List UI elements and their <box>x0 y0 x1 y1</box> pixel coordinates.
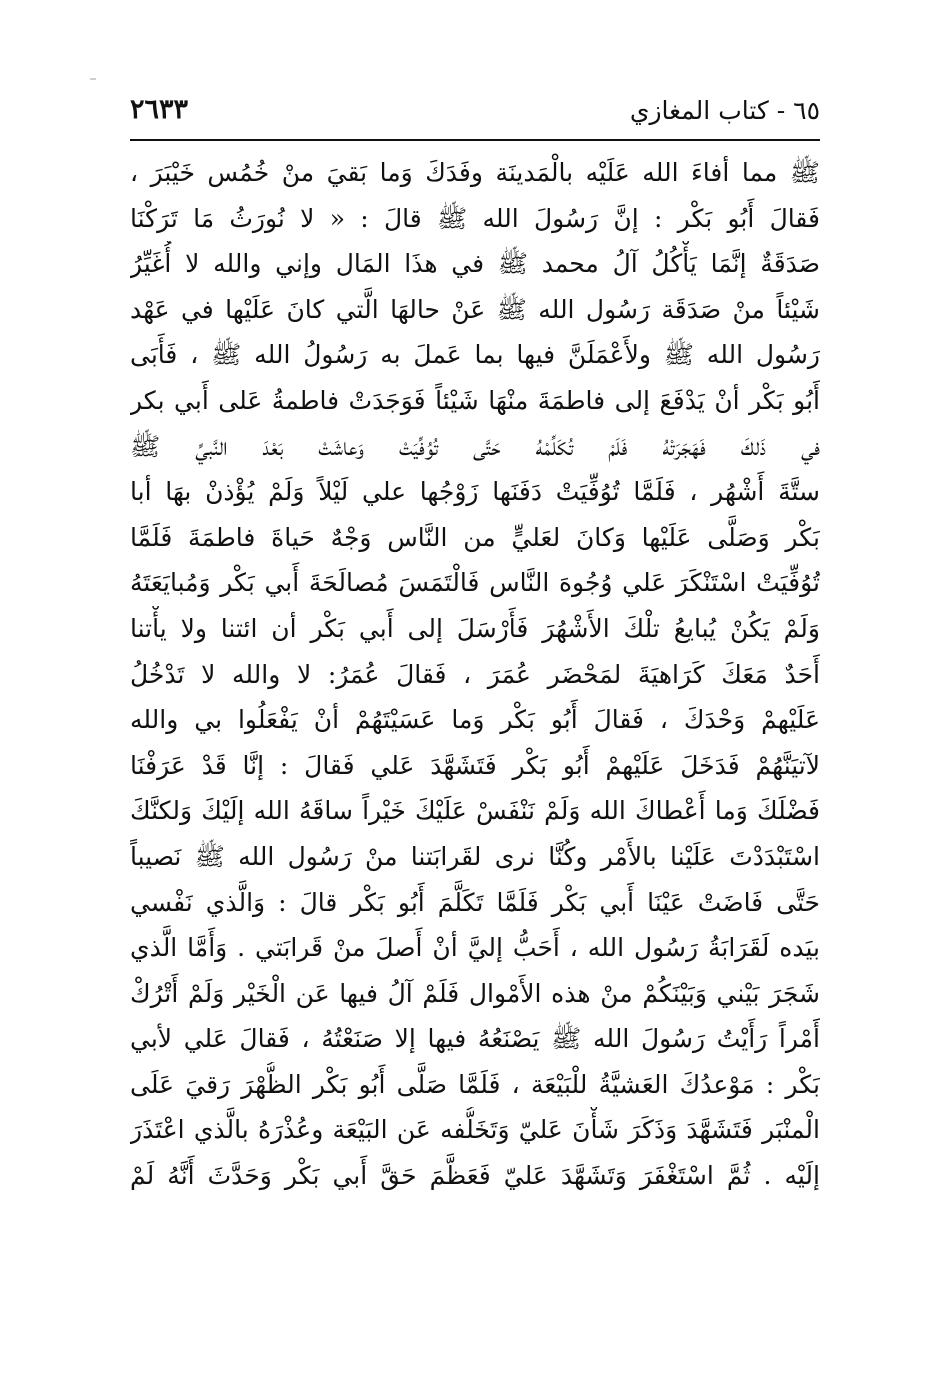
text-line: الْمنْبَر فَتَشَهَّدَ وَذَكَرَ شَأْنَ عَليّ وَتَخَلُّفه عَن البَيْعَة وعُذْرَهُ بالَّذي اعْتَذَرَ <box>130 1115 820 1145</box>
text-line: شَيْئاً منْ صَدَقَة رَسُول الله ﷺ عَنْ حالهَا الَّتي كانَ عَلَيْها في عَهْد <box>130 294 820 324</box>
text-line: عَلَيْهمْ وَحْدَكَ ، فَقالَ أَبُو بَكْر وَما عَسَيْتَهُمْ أنْ يَفْعَلُوا بي والله <box>130 705 820 735</box>
text-line: في ذَلكَ فَهَجَرَتْهُ فَلَمْ تُكَلِّمْهُ حَتَّى تُوُفِّيَتْ وَعاشَتْ بَعْدَ النَّبيِّ ﷺ <box>130 431 820 461</box>
page-header <box>130 92 820 132</box>
text-line: فَضْلَكَ وَما أَعْطاكَ الله وَلَمْ نَنْفَسْ عَلَيْكَ خَيْراً ساقَهُ الله إلَيْكَ وَلكنَّكَ <box>130 796 820 826</box>
text-line: أَبُو بَكْر أنْ يَدْفَعَ إلى فاطمَةَ منْهَا شَيْئاً فَوَجَدَتْ فاطمةُ عَلى أَبي بكر <box>130 385 820 415</box>
text-line: رَسُول الله ﷺ ولأَعْمَلَنَّ فيها بما عَملَ به رَسُولُ الله ﷺ ، فَأَبَى <box>130 340 820 370</box>
text-line: بيَده لَقَرَابَةُ رَسُول الله ، أَحَبُّ إليَّ أنْ أَصلَ منْ قَرابَتي . وَأَمَّا الَّذي <box>130 933 820 963</box>
text-line: وَلَمْ يَكُنْ يُبايعُ تلْكَ الأَشْهُرَ فَأَرْسَلَ إلى أَبي بَكْر أن ائتنا ولا يأْتنا <box>130 613 820 643</box>
scan-mark <box>90 78 96 80</box>
text-line: ستَّةَ أَشْهُر ، فَلَمَّا تُوُفِّيَتْ دَفَنَها زَوْجُها علي لَيْلاً وَلَمْ يُؤْذنْ بهَا أبا <box>130 477 820 507</box>
text-line: حَتَّى فَاضَتْ عَيْنَا أَبي بَكْر فَلَمَّا تَكَلَّمَ أَبُو بَكْر قالَ : وَالَّذي نَفْسي <box>130 887 820 917</box>
text-line: إلَيْه . ثُمَّ اسْتَغْفَرَ وَتَشَهَّدَ عَليّ فَعَظَّمَ حَقَّ أَبي بَكْر وَحَدَّثَ أَنَّهُ لَمْ <box>130 1161 820 1191</box>
header-divider <box>130 139 820 141</box>
text-line: أَمْراً رَأَيْتُ رَسُولَ الله ﷺ يَصْنَعُهُ فيها إلا صَنَعْتُهُ ، فَقالَ عَلي لأبي <box>130 1024 820 1054</box>
text-line: ﷺ مما أفاءَ الله عَلَيْه بالْمَدينَة وفَدَكَ وَما بَقيَ منْ خُمُس خَيْبَرَ ، <box>130 158 820 187</box>
text-line: فَقالَ أَبُو بَكْر : إنَّ رَسُولَ الله ﷺ قالَ : « لا نُورَثُ مَا تَرَكْنَا <box>130 203 820 233</box>
text-line: صَدَقَةٌ إنَّمَا يَأْكُلُ آلُ محمد ﷺ في هذَا المَال وإني والله لا أُغَيِّرُ <box>130 249 820 279</box>
chapter-title: ٦٥ - كتاب المغازي <box>629 96 820 125</box>
text-line: تُوُفِّيَتْ اسْتَنْكَرَ عَلي وُجُوهَ النَّاس فَالْتَمَسَ مُصالَحَةَ أَبي بَكْر وَمُبايَعَتَهُ <box>130 568 820 598</box>
text-line: أَحَدٌ مَعَكَ كَرَاهيَةَ لمَحْضَر عُمَرَ ، فَقالَ عُمَرُ: لا والله لا تَدْخُلُ <box>130 659 820 689</box>
page-number: ٢٦٣٣ <box>130 94 189 125</box>
text-line: بَكْر وَصَلَّى عَلَيْها وَكانَ لعَليٍّ من النَّاس وَجْهٌ حَياةَ فاطمَةَ فَلَمَّا <box>130 522 820 552</box>
text-line: شَجَرَ بَيْني وَبَيْنَكُمْ منْ هذه الأَمْوال فَلَمْ آلُ فيها عَن الْخَيْر وَلَمْ أَتْرُكْ <box>130 978 820 1008</box>
text-line: بَكْر : مَوْعدُكَ العَشيَّةُ للْبَيْعَة ، فَلَمَّا صَلَّى أَبُو بَكْر الظُّهْرَ رَقيَ عَلَى <box>130 1069 820 1099</box>
body-text <box>130 150 820 1199</box>
text-line: لآتيَنَّهُمْ فَدَخَلَ عَلَيْهمْ أَبُو بَكْر فَتَشَهَّدَ عَلي فَقالَ : إنَّا قَدْ عَرَفْنَا <box>130 750 820 780</box>
text-line: اسْتَبْدَدْتَ عَلَيْنا بالأَمْر وكُنَّا نرى لقَرابَتنا منْ رَسُول الله ﷺ نَصيباً <box>130 841 820 871</box>
